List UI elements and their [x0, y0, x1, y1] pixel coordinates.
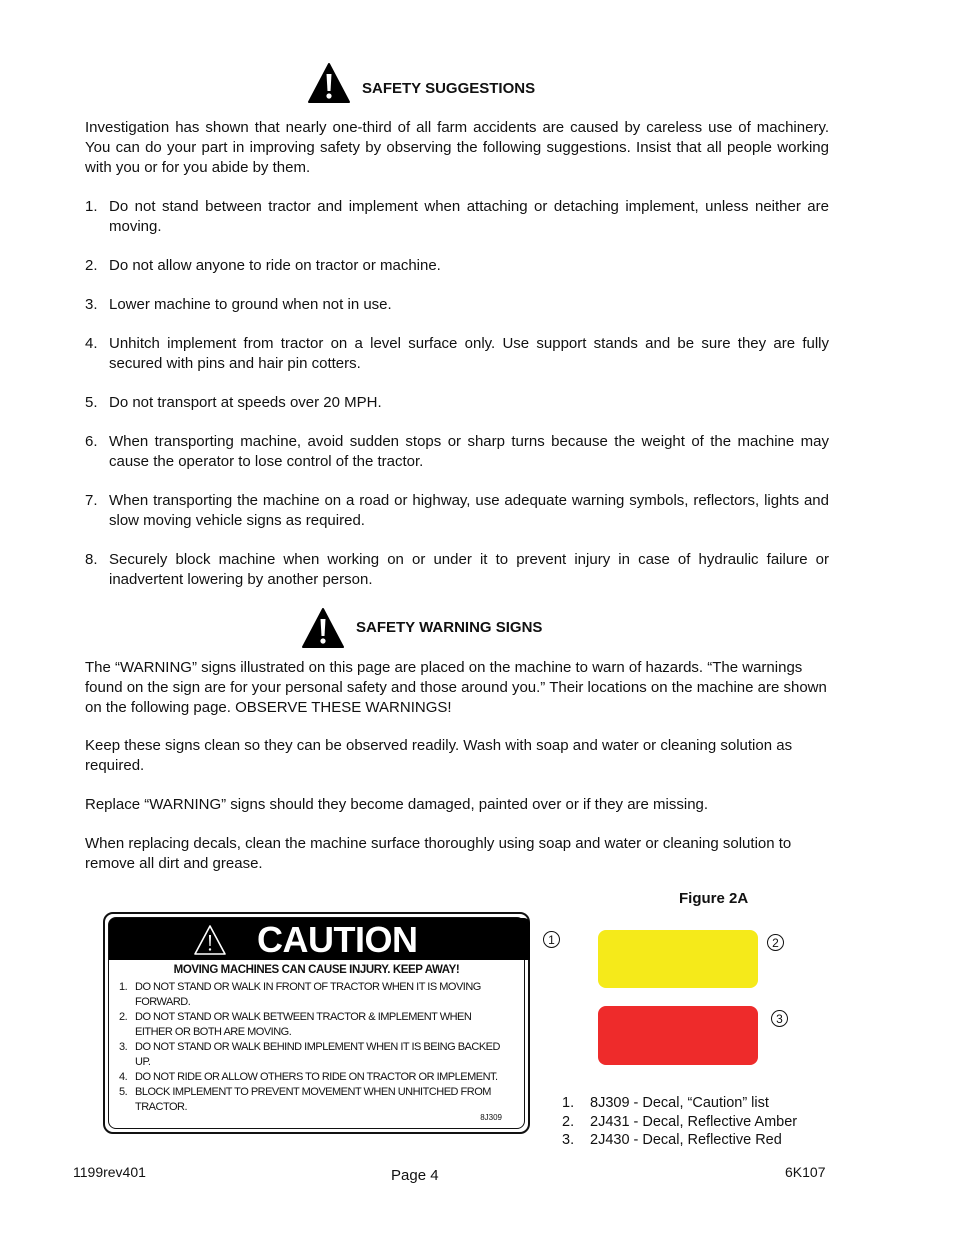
decal-title: CAUTION: [257, 919, 418, 960]
suggestion-item-number: 3.: [85, 296, 98, 313]
decal-item-text: DO NOT STAND OR WALK BEHIND IMPLEMENT WHEN IT IS BEING BACKED UP.: [135, 1041, 500, 1068]
suggestion-item-number: 4.: [85, 335, 98, 352]
legend-item-number: 3.: [562, 1132, 575, 1148]
warning-paragraph-4: When replacing decals, clean the machine surface thoroughly using soap and water or cleaning solution to remove all dirt and grease.: [85, 835, 792, 872]
legend-item: [562, 1131, 797, 1150]
decal-header: [109, 918, 530, 960]
legend-item-text: 2J431 - Decal, Reflective Amber: [590, 1113, 798, 1130]
figure-label: Figure 2A: [679, 890, 749, 907]
warning-triangle-icon: [307, 62, 351, 104]
decal-item: [119, 980, 509, 1010]
decal-code: 8J309: [480, 1113, 502, 1122]
warning-paragraph-3: Replace “WARNING” signs should they become damaged, painted over or if they are missing.: [85, 796, 709, 813]
reflective-red-decal: [598, 1006, 758, 1065]
safety-suggestions-heading: SAFETY SUGGESTIONS: [362, 80, 536, 97]
legend-item-number: 1.: [562, 1095, 575, 1111]
suggestion-item-number: 2.: [85, 257, 98, 274]
suggestion-item: [85, 393, 829, 413]
suggestion-item: [85, 550, 829, 590]
suggestion-item-text: Do not stand between tractor and implement when attaching or detaching implement, unless neither are moving.: [109, 198, 829, 235]
safety-warning-signs-heading: SAFETY WARNING SIGNS: [356, 619, 543, 636]
callout-3: 3: [771, 1010, 788, 1027]
decal-item: [119, 1085, 509, 1115]
decal-item-number: 2.: [119, 1011, 128, 1023]
decal-item-text: BLOCK IMPLEMENT TO PREVENT MOVEMENT WHEN UNHITCHED FROM TRACTOR.: [135, 1086, 491, 1113]
decal-item: [119, 1070, 509, 1085]
caution-decal: [103, 912, 530, 1134]
decal-item-number: 5.: [119, 1086, 128, 1098]
suggestion-item-text: Unhitch implement from tractor on a level surface only. Use support stands and be sure they are fully secured with pins and hair pin cotters.: [109, 335, 829, 372]
legend-item-text: 2J430 - Decal, Reflective Red: [590, 1132, 782, 1148]
footer-right: 6K107: [785, 1164, 826, 1180]
suggestion-item: [85, 295, 829, 315]
decal-item: [119, 1010, 509, 1040]
legend-item-text: 8J309 - Decal, “Caution” list: [590, 1095, 769, 1111]
decal-item: [119, 1040, 509, 1070]
decal-item-number: 3.: [119, 1041, 128, 1053]
suggestion-item-number: 5.: [85, 394, 98, 411]
decal-item-text: DO NOT STAND OR WALK IN FRONT OF TRACTOR WHEN IT IS MOVING FORWARD.: [135, 981, 481, 1008]
suggestion-item: [85, 256, 829, 276]
callout-2: 2: [767, 934, 784, 951]
decal-item-text: DO NOT STAND OR WALK BETWEEN TRACTOR & IMPLEMENT WHEN EITHER OR BOTH ARE MOVING.: [135, 1011, 472, 1038]
decal-subtitle: MOVING MACHINES CAN CAUSE INJURY. KEEP AWAY!: [173, 964, 460, 976]
decal-item-number: 4.: [119, 1071, 128, 1083]
page-number: Page 4: [391, 1167, 439, 1184]
legend-item-number: 2.: [562, 1113, 575, 1130]
footer-left: 1199rev401: [73, 1164, 146, 1180]
suggestion-item-text: Do not allow anyone to ride on tractor or machine.: [109, 257, 441, 274]
suggestion-item: [85, 491, 829, 531]
warning-paragraph-1: The “WARNING” signs illustrated on this page are placed on the machine to warn of hazards. “The warnings found on the sign are for your personal safety and those around you.” Their locations on the machine are shown on the following page. OBSERVE THESE WARNINGS!: [85, 659, 827, 716]
suggestion-item-text: Lower machine to ground when not in use.: [109, 296, 392, 313]
suggestion-item-text: Do not transport at speeds over 20 MPH.: [109, 394, 382, 411]
suggestion-item-number: 8.: [85, 551, 98, 568]
decal-item-number: 1.: [119, 981, 128, 993]
suggestion-item-number: 7.: [85, 492, 98, 509]
suggestion-item-text: When transporting machine, avoid sudden stops or sharp turns because the weight of the machine may cause the operator to lose control of the tractor.: [109, 433, 829, 470]
suggestion-item-number: 6.: [85, 433, 98, 450]
suggestion-item: [85, 432, 829, 472]
suggestion-item-text: Securely block machine when working on or under it to prevent injury in case of hydraulic failure or inadvertent lowering by another person.: [109, 551, 829, 588]
suggestions-list: [85, 197, 829, 609]
legend-item: [562, 1094, 797, 1113]
suggestion-item-number: 1.: [85, 198, 98, 215]
reflective-amber-decal: [598, 930, 758, 988]
decal-item-text: DO NOT RIDE OR ALLOW OTHERS TO RIDE ON TRACTOR OR IMPLEMENT.: [135, 1071, 498, 1083]
callout-1: 1: [543, 931, 560, 948]
suggestion-item: [85, 197, 829, 237]
suggestion-item: [85, 334, 829, 374]
legend-item: [562, 1113, 797, 1132]
warning-paragraph-2: Keep these signs clean so they can be observed readily. Wash with soap and water or cleaning solution as required.: [85, 737, 793, 774]
suggestion-item-text: When transporting the machine on a road or highway, use adequate warning symbols, reflectors, lights and slow moving vehicle signs as required.: [109, 492, 829, 529]
intro-paragraph: Investigation has shown that nearly one-third of all farm accidents are caused by careless use of machinery. You can do your part in improving safety by observing the following suggestions. Insist that all people working with you or for you abide by them.: [85, 119, 829, 176]
caution-triangle-icon: [193, 924, 227, 956]
warning-triangle-icon: [301, 607, 345, 649]
figure-legend: [562, 1094, 797, 1150]
decal-list: [119, 980, 509, 1115]
